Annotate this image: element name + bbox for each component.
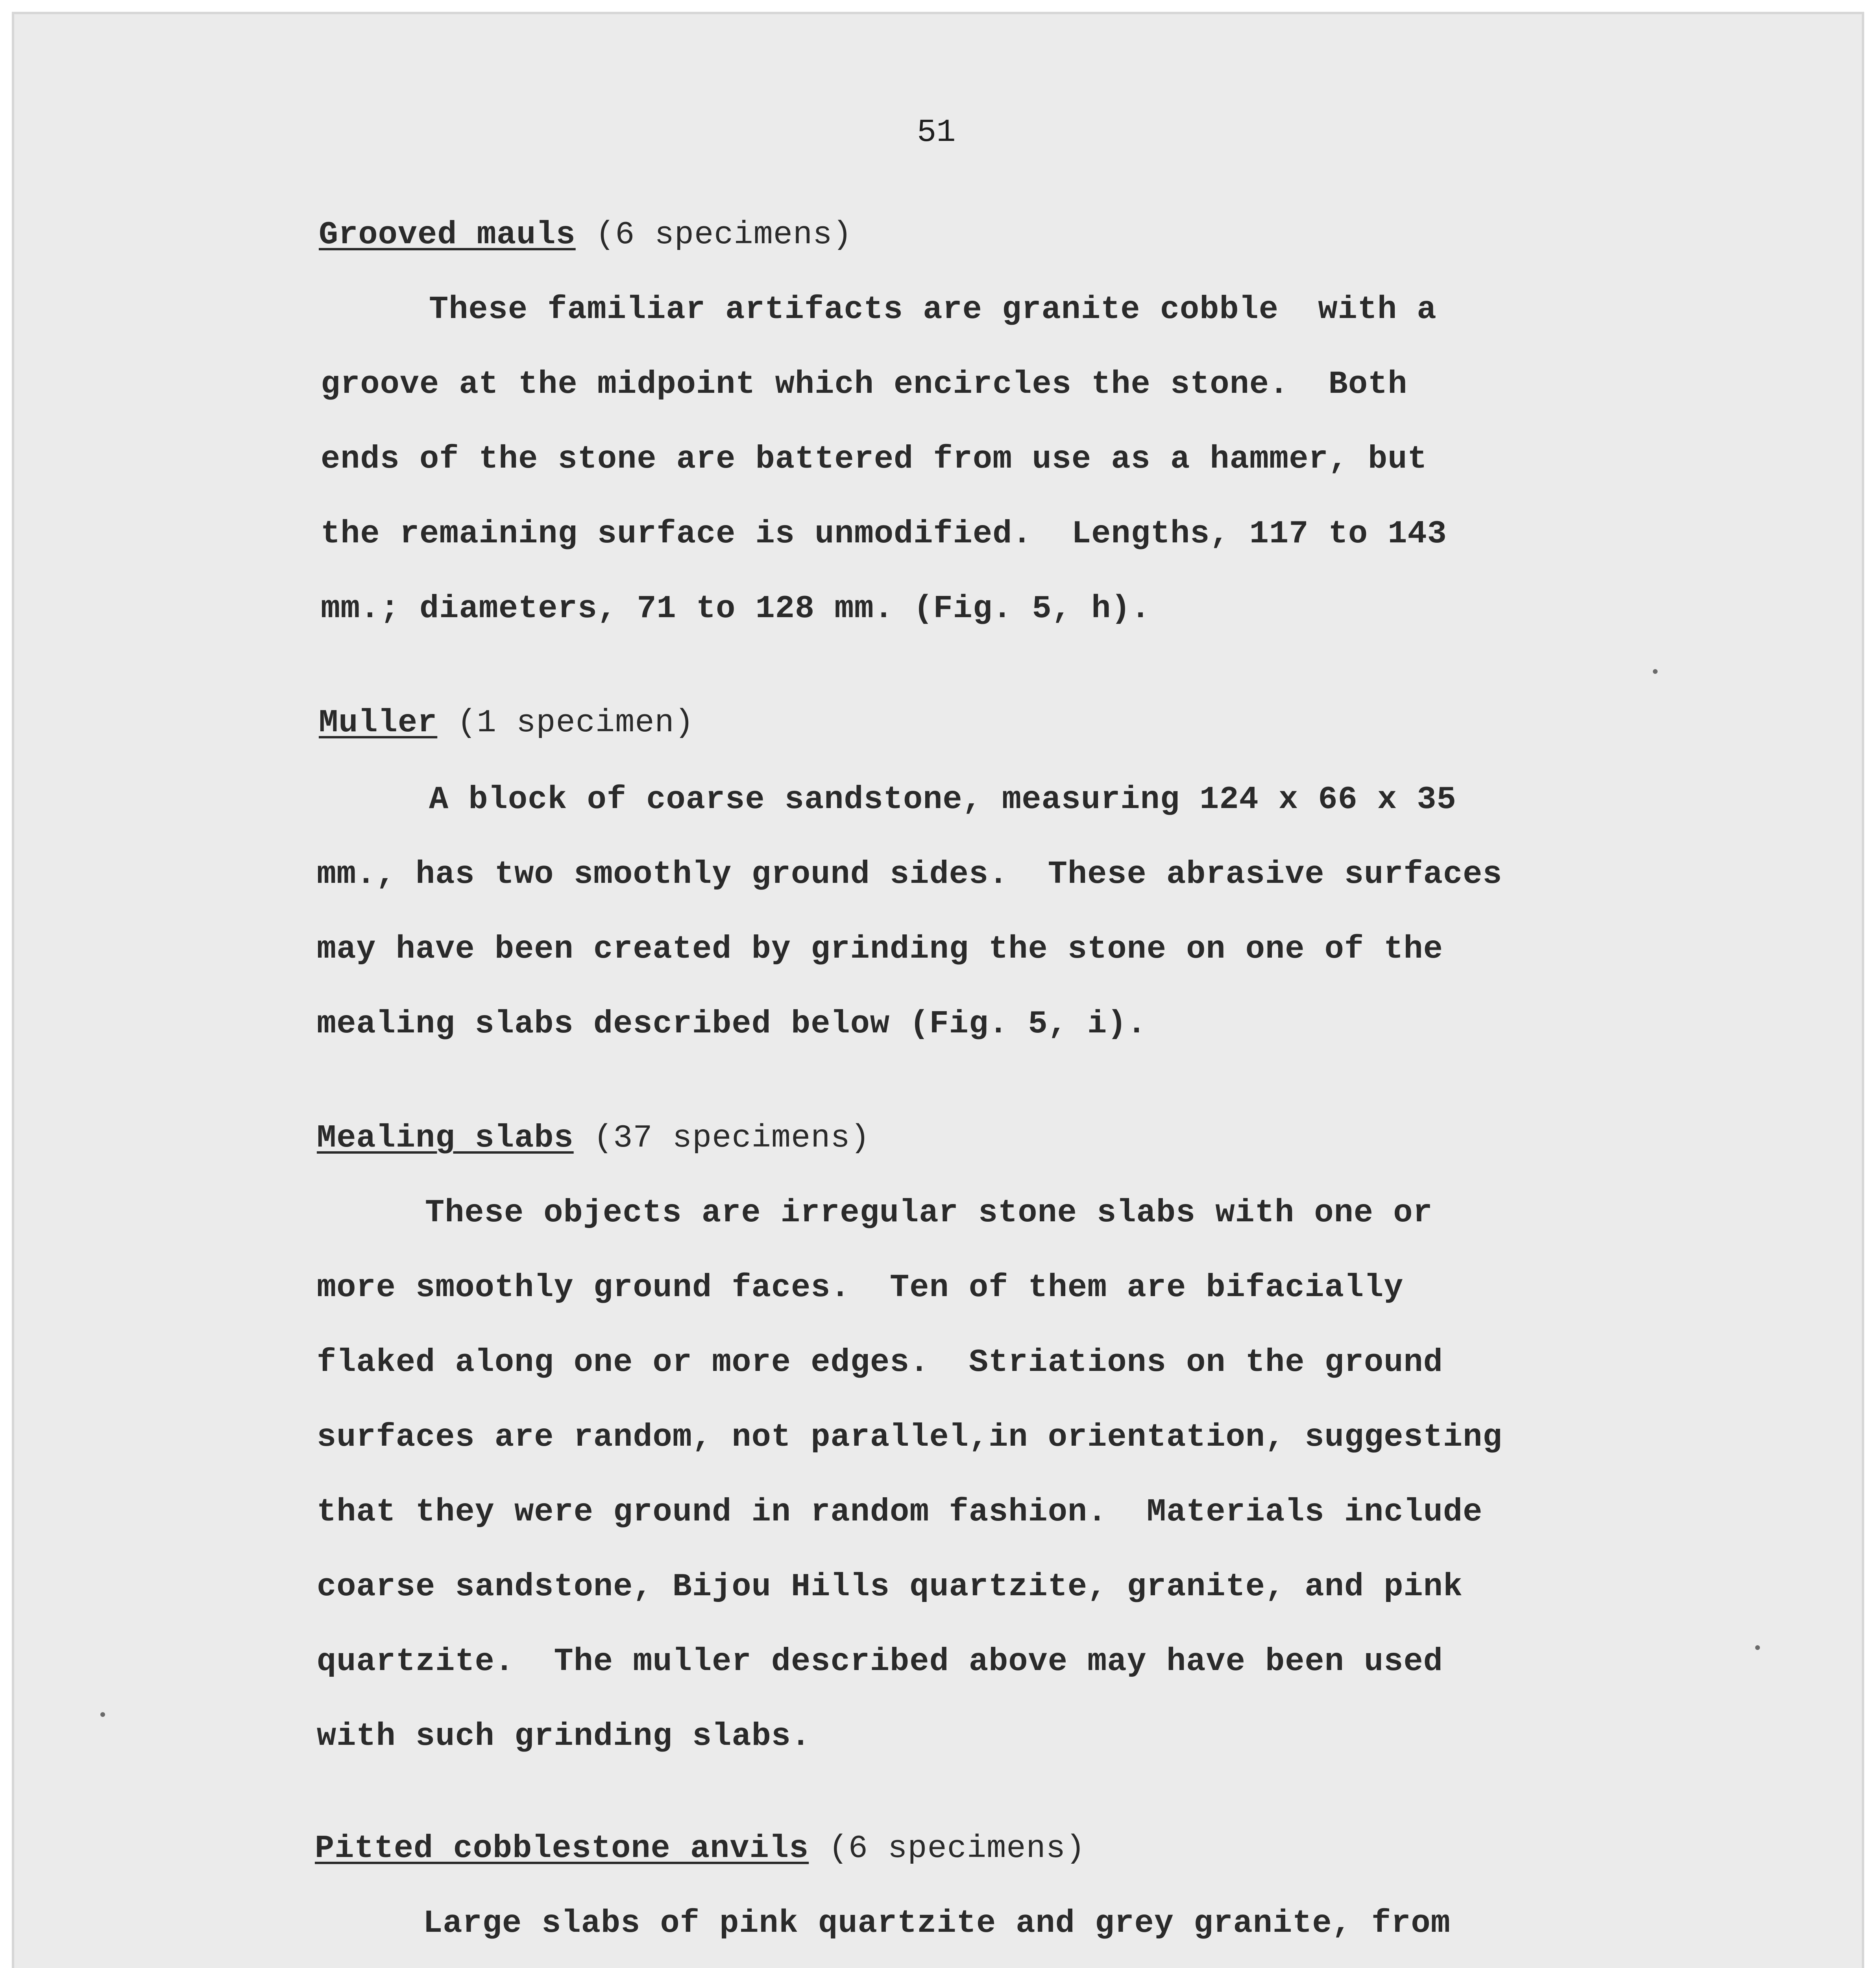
paragraph-line: mealing slabs described below (Fig. 5, i). [317,1006,1147,1042]
section-heading-muller [319,705,694,741]
section-heading-mealing-slabs [317,1120,870,1156]
specimen-count: (6 specimens) [595,216,852,253]
section-title: Grooved mauls [319,216,576,253]
section-title: Muller [319,705,438,741]
section-heading-grooved-mauls [319,216,852,253]
paragraph-line: mm., has two smoothly ground sides. These abrasive surfaces [317,856,1503,893]
paragraph-line: quartzite. The muller described above may have been used [317,1643,1443,1680]
paragraph-line: ends of the stone are battered from use as a hammer, but [321,441,1427,477]
paragraph-line: groove at the midpoint which encircles the stone. Both [321,366,1408,403]
paragraph-line: A block of coarse sandstone, measuring 124 x 66 x 35 [429,781,1456,818]
paragraph-line: These familiar artifacts are granite cobble with a [429,291,1437,328]
paragraph-line: may have been created by grinding the stone on one of the [317,931,1443,967]
section-title: Mealing slabs [317,1120,574,1156]
specimen-count: (6 specimens) [828,1830,1086,1867]
specimen-count: (1 specimen) [457,705,694,741]
scan-speck [100,1712,105,1717]
section-title: Pitted cobblestone anvils [315,1830,809,1867]
paragraph-line: the remaining surface is unmodified. Lengths, 117 to 143 [321,516,1447,552]
paragraph-line: flaked along one or more edges. Striations on the ground [317,1344,1443,1381]
page-number: 51 [917,114,956,151]
section-heading-pitted-cobblestone-anvils [315,1830,1085,1867]
paragraph-line: mm.; diameters, 71 to 128 mm. (Fig. 5, h). [321,590,1151,627]
paragraph-line: more smoothly ground faces. Ten of them are bifacially [317,1269,1404,1306]
paragraph-line: with such grinding slabs. [317,1718,811,1755]
paragraph-line: surfaces are random, not parallel,in orientation, suggesting [317,1419,1503,1456]
paragraph-line: that they were ground in random fashion. Materials include [317,1494,1483,1530]
paragraph-line: These objects are irregular stone slabs with one or [425,1195,1433,1231]
paragraph-line: coarse sandstone, Bijou Hills quartzite, granite, and pink [317,1568,1463,1605]
scan-speck [1653,669,1658,674]
specimen-count: (37 specimens) [593,1120,870,1156]
paragraph-line: Large slabs of pink quartzite and grey granite, from [423,1905,1451,1942]
scan-speck [1755,1645,1760,1650]
